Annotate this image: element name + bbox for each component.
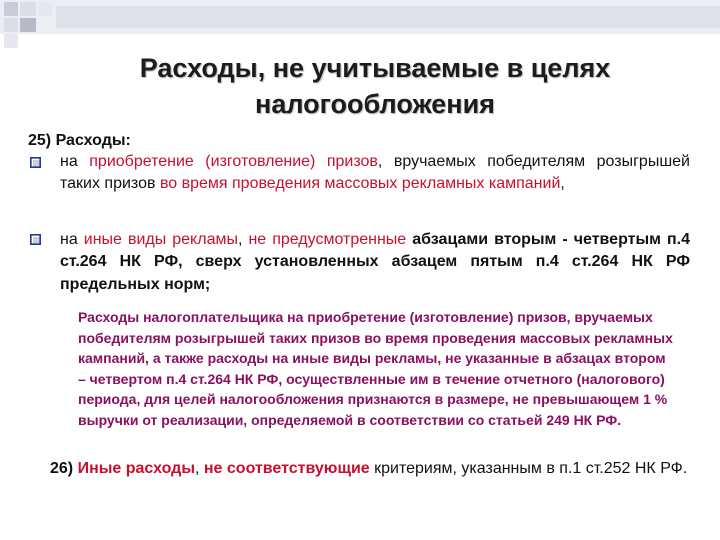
square-bullet-icon — [30, 157, 41, 168]
item-26-number: 26) — [50, 460, 74, 477]
text: абзацами вторым - четвертым п.4 ст.264 НК РФ — [60, 231, 690, 271]
item-26 — [50, 457, 690, 480]
text: , — [237, 231, 249, 248]
title-line-2: налогообложения — [255, 89, 495, 119]
highlight-text: во время проведения массовых рекламных кампаний — [159, 175, 561, 193]
note-paragraph: Расходы налогоплательщика на приобретение (изготовление) призов, вручаемых победителям розыгрышей таких призов во время проведения массовых рекламных кампаний, а также расходы на иные виды рекламы, не указанные в абзацах втором – четвертом п.4 ст.264 НК РФ, осуществленные им в течение отчетного (налогового) периода, для целей налогообложения признаются в размере, не превышающем 1 % выручки от реализации, определяемой в соответствии со статьей 249 НК РФ. — [78, 309, 673, 428]
highlight-text: Иные расходы — [77, 460, 195, 477]
item-25-bullet-2 — [60, 229, 690, 296]
text: , — [195, 460, 204, 477]
text: критериям, указанным в п.1 ст.252 НК РФ. — [369, 460, 688, 477]
text: , вручаемых победителям розыгрышей таких призов — [60, 153, 690, 193]
text: , сверх установленных абзацем пятым п.4 ст.264 НК РФ предельных норм; — [60, 253, 690, 293]
title-line-1: Расходы, не учитываемые в целях — [139, 53, 611, 83]
highlight-text: не предусмотренные — [248, 231, 407, 248]
highlight-text: приобретение (изготовление) призов — [89, 153, 378, 170]
highlight-text: не соответствующие — [203, 460, 370, 477]
item-25-bullet-1 — [60, 151, 690, 196]
slide-title — [60, 50, 690, 122]
text: , — [560, 175, 565, 193]
item-25-heading — [28, 130, 131, 152]
highlight-text: иные виды рекламы — [83, 231, 238, 248]
square-bullet-icon — [30, 234, 41, 245]
item-25-label: Расходы: — [55, 132, 131, 149]
item-25-number: 25) — [28, 132, 52, 149]
text: на — [60, 153, 90, 170]
text: на — [60, 231, 84, 248]
